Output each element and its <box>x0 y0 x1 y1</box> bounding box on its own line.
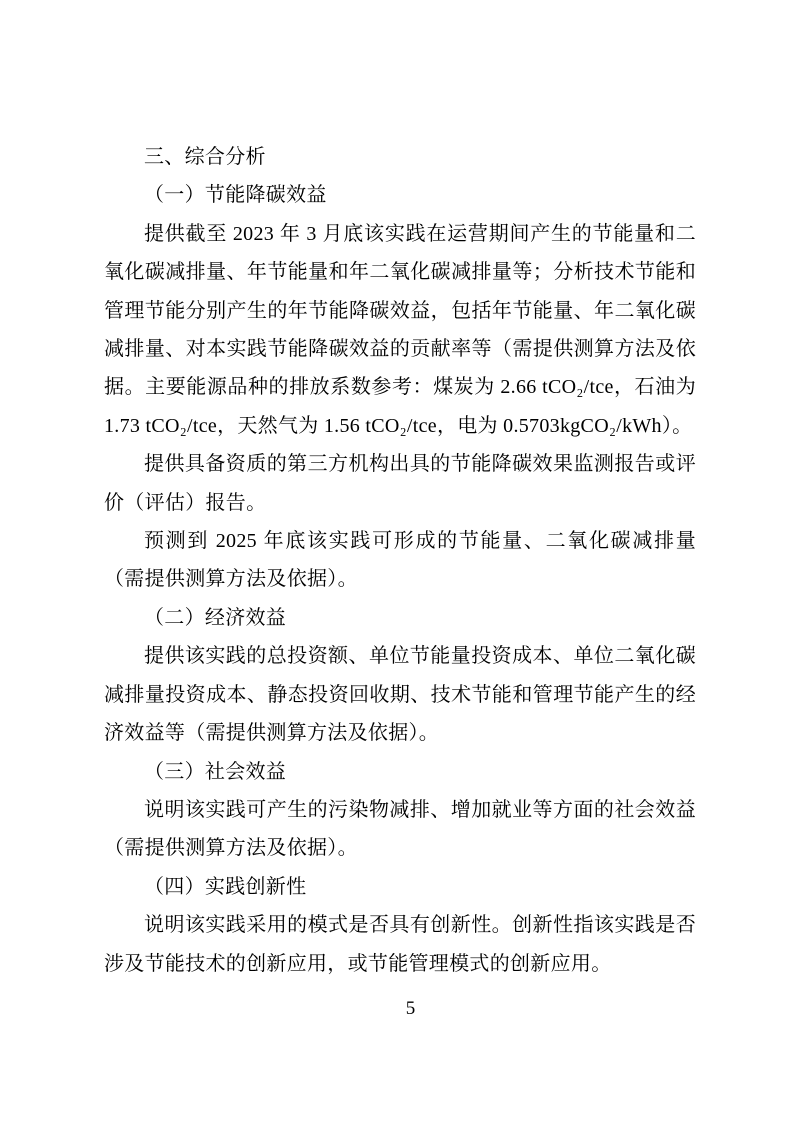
subsection-heading-energy-saving-carbon-reduction-benefits: （一）节能降碳效益 <box>144 184 327 207</box>
page-number: 5 <box>405 998 416 1019</box>
paragraph-investment-and-payback: 提供该实践的总投资额、单位节能量投资成本、单位二氧化碳减排量投资成本、静态投资回收期、技术节能和管理节能产生的经济效益等（需提供测算方法及依据）。 <box>104 645 696 745</box>
paragraph-energy-saving-data-and-emission-factors: 提供截至 2023 年 3 月底该实践在运营期间产生的节能量和二氧化碳减排量、年节能量和年二氧化碳减排量等；分析技术节能和管理节能分别产生的年节能降碳效益，包括年节能量、年二氧化碳减排量、对本实践节能降碳效益的贡献率等（需提供测算方法及依据。主要能源品种的排放系数参考：煤炭为 2.66 tCO₂/tce，石油为 1.73 tCO₂/tce，天然气为 1.56 tCO₂/tce，电为 0.5703kgCO₂/kWh）。 <box>104 222 696 437</box>
paragraph-2025-forecast: 预测到 2025 年底该实践可形成的节能量、二氧化碳减排量（需提供测算方法及依据）。 <box>104 530 696 591</box>
paragraph-pollution-reduction-employment: 说明该实践可产生的污染物减排、增加就业等方面的社会效益（需提供测算方法及依据）。 <box>104 798 696 860</box>
section-heading-comprehensive-analysis: 三、综合分析 <box>144 146 266 168</box>
document-body <box>104 138 696 983</box>
subsection-heading-economic-benefits: （二）经济效益 <box>144 606 287 629</box>
subsection-heading-social-benefits: （三）社会效益 <box>144 760 287 783</box>
subsection-heading-practice-innovation: （四）实践创新性 <box>144 875 307 898</box>
paragraph-third-party-monitoring-report: 提供具备资质的第三方机构出具的节能降碳效果监测报告或评价（评估）报告。 <box>104 453 696 514</box>
page-footer <box>14 996 793 1022</box>
paragraph-innovation-description: 说明该实践采用的模式是否具有创新性。创新性指该实践是否涉及节能技术的创新应用，或节能管理模式的创新应用。 <box>104 914 696 975</box>
